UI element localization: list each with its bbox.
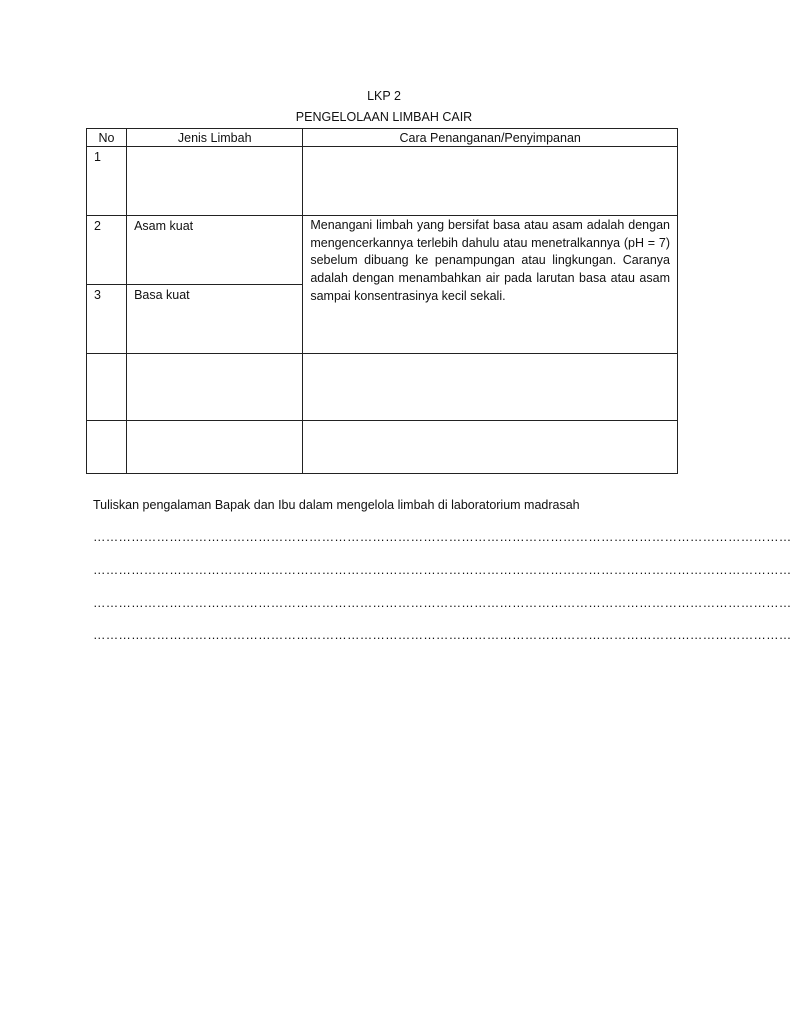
cell-jenis (127, 421, 303, 474)
answer-line: ………………………………………………………………………………………………………………………………………………… (93, 628, 792, 642)
table-row (87, 216, 678, 285)
answer-line: ………………………………………………………………………………………………………………………………………………… (93, 530, 792, 544)
table-row (87, 147, 678, 216)
cell-jenis: Basa kuat (127, 285, 303, 354)
column-header-no: No (87, 129, 127, 147)
table-row (87, 354, 678, 421)
cell-no (87, 354, 127, 421)
cell-cara (303, 147, 678, 216)
cell-jenis (127, 354, 303, 421)
cell-cara (303, 354, 678, 421)
cell-cara (303, 421, 678, 474)
answer-line: ………………………………………………………………………………………………………………………………………………… (93, 596, 792, 610)
answer-line: ………………………………………………………………………………………………………………………………………………… (93, 563, 792, 577)
cell-no (87, 421, 127, 474)
cell-jenis: Asam kuat (127, 216, 303, 285)
worksheet-code: LKP 2 (367, 89, 401, 103)
worksheet-title: PENGELOLAAN LIMBAH CAIR (295, 110, 473, 124)
cell-cara-merged: Menangani limbah yang bersifat basa atau asam adalah dengan mengencerkannya terlebih dahulu atau menetralkannya (pH = 7) sebelum dibuang ke penampungan atau lingkungan. Caranya adalah dengan menambahkan air pada larutan basa atau asam sampai konsentrasinya kecil sekali. (303, 216, 678, 354)
column-header-jenis: Jenis Limbah (127, 129, 303, 147)
cell-no: 1 (87, 147, 127, 216)
experience-prompt: Tuliskan pengalaman Bapak dan Ibu dalam mengelola limbah di laboratorium madrasah (93, 498, 580, 512)
cell-no: 3 (87, 285, 127, 354)
column-header-cara: Cara Penanganan/Penyimpanan (303, 129, 678, 147)
table-row (87, 421, 678, 474)
cell-no: 2 (87, 216, 127, 285)
waste-table (86, 128, 678, 474)
cell-jenis (127, 147, 303, 216)
table-header-row (87, 129, 678, 147)
